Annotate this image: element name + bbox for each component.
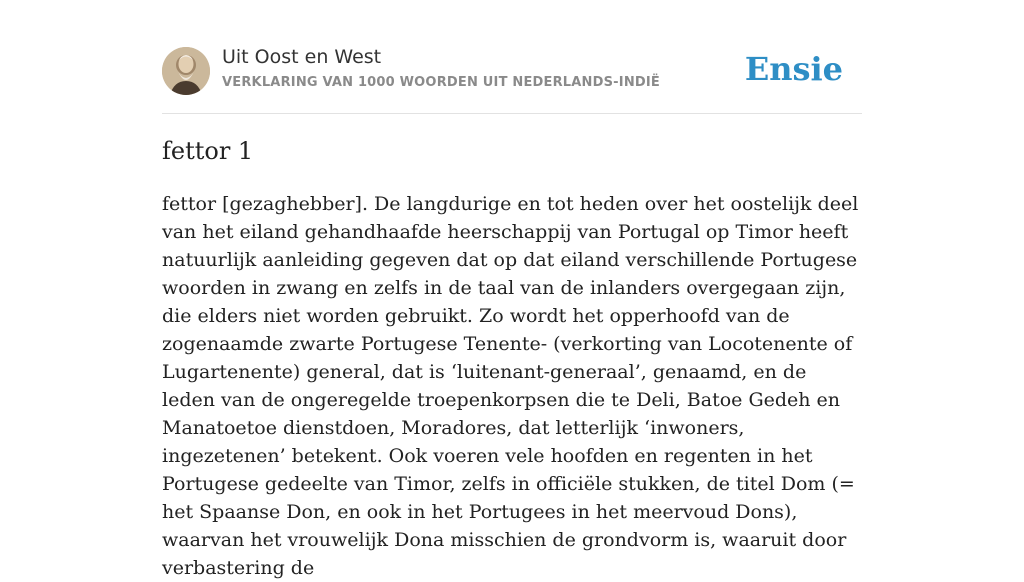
ensie-logo-link[interactable]: Ensie (744, 50, 843, 88)
source-title[interactable]: Uit Oost en West (222, 46, 382, 68)
entry-body-text: fettor [gezaghebber]. De langdurige en tot heden over het oostelijk deel van het eiland gehandhaafde heerschappij van Portugal op Timor heeft natuurlijk aanleiding gegeven dat op dat eiland verschillende Portugese woorden in zwang en zelfs in de taal van de inlanders overgegaan zijn, die elders niet worden gebruikt. Zo wordt het opperhoofd van de zogenaamde zwarte Portugese Tenente- (verkorting van Locotenente of Lugartenente) general, dat is ‘luitenant-generaal’, genaamd, en de leden van de ongeregelde troepenkorpsen die te Deli, Batoe Gedeh en Manatoetoe dienstdoen, Moradores, dat letterlijk ‘inwoners, ingezetenen’ betekent. Ook voeren vele hoofden en regenten in het Portugese gedeelte van Timor, zelfs in officiële stukken, de titel Dom (= het Spaanse Don, en ook in het Portugees in het meervoud Dons), waarvan het vrouwelijk Dona misschien de grondvorm is, waaruit door verbastering de (162, 193, 859, 579)
author-portrait-image (162, 47, 210, 95)
header-divider (162, 113, 862, 114)
source-header (162, 46, 862, 96)
source-subtitle: VERKLARING VAN 1000 WOORDEN UIT NEDERLANDS-INDIË (222, 75, 661, 90)
author-avatar[interactable] (162, 47, 210, 95)
entry-title: fettor 1 (162, 137, 254, 165)
